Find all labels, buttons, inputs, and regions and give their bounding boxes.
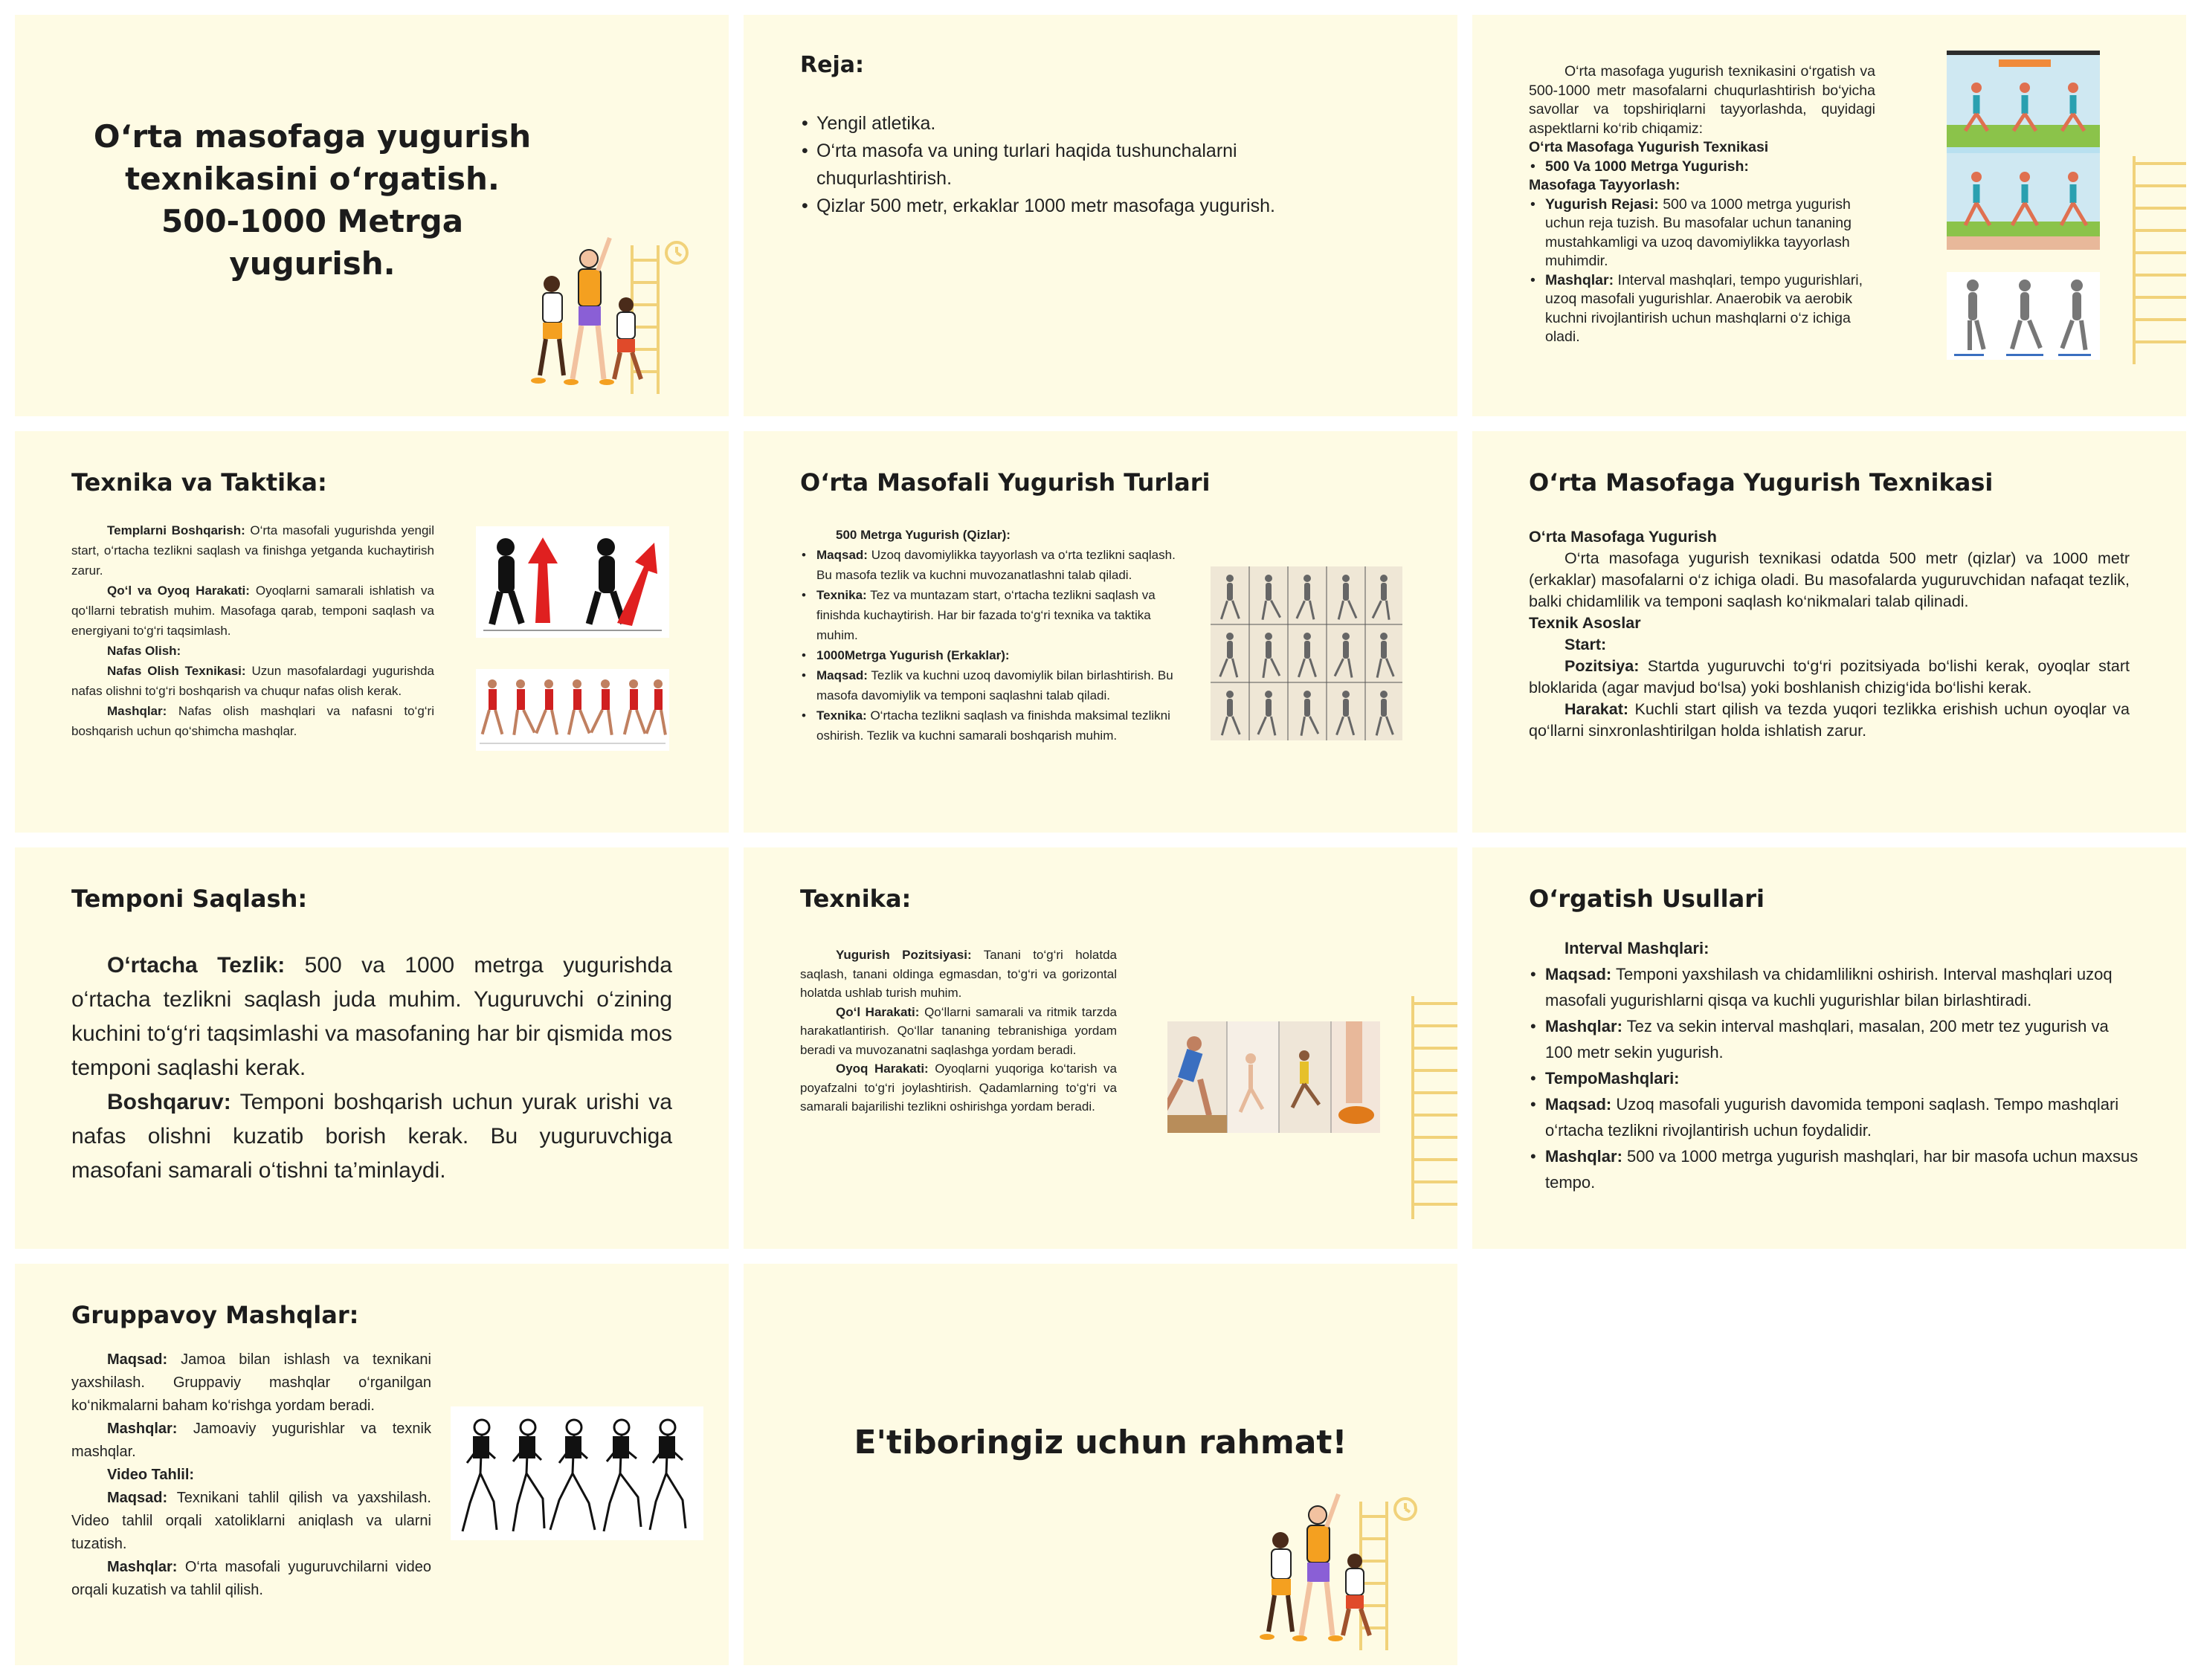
slide-plan[interactable] [744,15,1457,416]
running-sequence-image [476,669,669,751]
runner-sketch-sequence-image [1211,566,1402,740]
slide-group-exercises[interactable] [15,1264,729,1665]
run-types-heading: O‘rta Masofali Yugurish Turlari [800,468,1211,497]
tempo-heading: Temponi Saqlash: [71,885,308,913]
paragraph: Nafas Olish Texnikasi: Uzun masofalardagi yugurishda nafas olishni to‘g‘ri boshqarish va chuqur nafas olish kerak. [71,664,434,698]
intro-subheading: O‘rta Masofaga Yugurish Texnikasi [1529,139,1769,155]
paragraph: O‘rtacha Tezlik: 500 va 1000 metrga yugurishda o‘rtacha tezlikni saqlash juda muhim. Yuguruvchi o‘zining kuchini to‘g‘ri taqsimlashi va masofaning har bir qismida mos temponi saqlashi kerak. [71,953,672,1080]
technique-tactics-text [71,520,434,741]
slide-technique-basics[interactable] [1472,431,2186,833]
group-exercises-text [71,1348,431,1602]
slide-run-types[interactable] [744,431,1457,833]
technique-basics-text [1529,526,2130,742]
running-technique-collage-image [1167,1021,1380,1133]
subheading: Texnik Asoslar [1529,614,1641,632]
correct-posture-image [476,526,669,638]
run-types-list [800,525,1187,746]
paragraph: Nafas Olish: [107,644,181,658]
paragraph: Yugurish Pozitsiyasi: Tanani to‘g‘ri holatda saqlash, tanani oldinga egmasdan, to‘g‘ri va gorizontal holatda ushlab turish muhim. [800,948,1117,1000]
paragraph: Maqsad: Jamoa bilan ishlash va texnikani yaxshilash. Gruppaviy mashqlar o‘rganilgan ko‘nikmalarni baham ko‘rishga yordam beradi. [71,1351,431,1414]
plan-heading: Reja: [800,52,864,78]
paragraph: Maqsad: Texnikani tahlil qilish va yaxshilash. Video tahlil orqali xatoliklarni aniqlash va ularni tuzatish. [71,1490,431,1552]
subheading: O‘rta Masofaga Yugurish [1529,528,1717,546]
technique-tactics-heading: Texnika va Taktika: [71,468,327,497]
slide-technique[interactable] [744,847,1457,1249]
intro-item [1529,158,1875,177]
paragraph: Oyoq Harakati: Oyoqlarni yuqoriga ko‘tarish va poyafzalni to‘g‘ri joylashtirish. Qadamlarning to‘g‘ri va samarali bajarilishi tezlikni oshirishga yordam beradi. [800,1062,1117,1114]
intro-item [1529,271,1875,347]
plan-item: • O‘rta masofa va uning turlari haqida tushunchalarni chuqurlashtirish. [800,138,1343,193]
intro-item [1529,196,1875,271]
list-item: • 1000Metrga Yugurish (Erkaklar): [800,645,1187,665]
group-exercises-heading: Gruppavoy Mashqlar: [71,1301,359,1329]
intro-text [1529,62,1875,347]
slide-title[interactable] [15,15,729,416]
athletes-illustration [521,223,706,401]
slide-tempo[interactable] [15,847,729,1249]
list-item: • Mashqlar: Tez va sekin interval mashqlari, masalan, 200 metr tez yugurish va 100 metr sekin yugurish. [1529,1013,2140,1065]
slide-thanks[interactable] [744,1264,1457,1665]
slide-teaching-methods[interactable] [1472,847,2186,1249]
list-item: • Maqsad: Uzoq masofali yugurish davomida temponi saqlash. Tempo mashqlari o‘rtacha tezlikni rivojlantirish uchun foydalidir. [1529,1091,2140,1143]
intro-item-text: Interval mashqlari, tempo yugurishlari, uzoq masofali yugurishlar. Anaerobik va aerobik kuchni rivojlantirish uchun mashqlarni o‘z ichiga oladi. [1545,271,1863,345]
list-item: • Mashqlar: 500 va 1000 metrga yugurish mashqlari, har bir masofa uchun maxsus tempo. [1529,1143,2140,1195]
intro-item-text: 500 va 1000 metrga yugurish uchun reja tuzish. Bu masofalar uchun tananing mustahkamligi va uzoq davomiylikka tayyorlash muhimdir. [1545,196,1852,269]
technique-heading: Texnika: [800,885,912,913]
athletes-illustration [1249,1479,1435,1658]
ladder-decoration [1405,989,1457,1227]
tempo-text [71,949,672,1188]
list-item: • Texnika: O‘rtacha tezlikni saqlash va finishda maksimal tezlikni oshirish. Tezlik va kuchni samarali boshqarish muhim. [800,705,1187,746]
subheading: Start: [1564,636,1607,653]
plan-item: • Qizlar 500 metr, erkaklar 1000 metr masofaga yugurish. [800,193,1343,220]
plan-list [800,110,1343,220]
list-item: Interval Mashqlari: [1564,939,1709,957]
list-item: • Texnika: Tez va muntazam start, o‘rtacha tezlikni saqlash va finishda kuchaytirish. Har bir fazada to‘g‘ri texnika va taktika muhim. [800,585,1187,645]
intro-item-label: Yugurish Rejasi: [1545,196,1659,213]
technique-basics-heading: O‘rta Masofaga Yugurish Texnikasi [1529,468,1994,497]
paragraph: Pozitsiya: Startda yuguruvchi to‘g‘ri pozitsiyada bo‘lishi kerak, oyoqlar start bloklarida (agar mavjud bo‘lsa) yoki boshlanish chizig‘ida bo‘lishi kerak. [1529,657,2130,697]
runner-phases-image [1947,272,2100,360]
list-item: 500 Metrga Yugurish (Qizlar): [836,528,1011,542]
list-item: • TempoMashqlari: [1529,1065,2140,1091]
runners-illustration-image [1947,51,2100,250]
group-runners-silhouette-image [451,1406,703,1540]
paragraph: Mashqlar: Nafas olish mashqlari va nafasni to‘g‘ri boshqarish uchun qo‘shimcha mashqlar. [71,704,434,738]
slide-technique-tactics[interactable] [15,431,729,833]
technique-text [800,946,1117,1117]
paragraph: Boshqaruv: Temponi boshqarish uchun yurak urishi va nafas olishni kuzatib borish kerak. Bu yuguruvchiga masofani samarali o‘tishni ta’minlaydi. [71,1090,672,1183]
paragraph: Qo‘l va Oyoq Harakati: Oyoqlarni samarali ishlatish va qo‘llarni tebratish muhim. Masofaga qarab, temponi saqlash va energiyani to‘g‘ri taqsimlash. [71,584,434,638]
intro-item-label: Mashqlar: [1545,271,1614,288]
paragraph: Mashqlar: Jamoaviy yugurishlar va texnik mashqlar. [71,1421,431,1460]
plan-item: • Yengil atletika. [800,110,1343,138]
paragraph: Mashqlar: O‘rta masofali yuguruvchilarni video orqali kuzatish va tahlil qilish. [71,1559,431,1598]
presentation-title: O‘rta masofaga yugurish texnikasini o‘rgatish. 500-1000 Metrga yugurish. [93,118,532,282]
paragraph: O‘rta masofaga yugurish texnikasi odatda 500 metr (qizlar) va 1000 metr (erkaklar) masofalarni o‘z ichiga oladi. Bu masofalarda yuguruvchidan nafaqat tezlik, balki chidamlilik va temponi saqlash ko‘nikmalari talab qilinadi. [1529,549,2130,610]
list-item: • Maqsad: Uzoq davomiylikka tayyorlash va o‘rta tezlikni saqlash. Bu masofa tezlik va kuchni muvozanatlashni talab qiladi. [800,545,1187,585]
paragraph: Harakat: Kuchli start qilish va tezda yuqori tezlikka erishish uchun oyoqlar va qo‘llarni sinxronlashtirilgan holda ishlatish zarur. [1529,700,2130,740]
thanks-title: E'tiboringiz uchun rahmat! [854,1424,1347,1461]
slide-intro[interactable] [1472,15,2186,416]
paragraph: Video Tahlil: [107,1467,195,1483]
teaching-methods-heading: O‘rgatish Usullari [1529,885,1765,913]
teaching-methods-list [1529,935,2140,1195]
list-item: • Maqsad: Tezlik va kuchni uzoq davomiylik bilan birlashtirish. Bu masofa davomiylik va temponi saqlashni talab qiladi. [800,665,1187,705]
paragraph: Qo‘l Harakati: Qo‘llarni samarali va ritmik tarzda harakatlantirish. Qo‘llar tananing tebranishiga yordam beradi va muvozanatni saqlashga yordam beradi. [800,1004,1117,1057]
intro-subheading: Masofaga Tayyorlash: [1529,177,1680,193]
intro-item-label: 500 Va 1000 Metrga Yugurish: [1545,158,1749,175]
intro-paragraph: O‘rta masofaga yugurish texnikasini o‘rgatish va 500-1000 metr masofalarni chuqurlashtirish bo‘yicha savollar va topshiriqlarni tayyorlashda, quyidagi aspektlarni ko‘rib chiqamiz: [1529,63,1875,137]
paragraph: Templarni Boshqarish: O‘rta masofali yugurishda yengil start, o‘rtacha tezlikni saqlash va finishga yetganda kuchaytirish zarur. [71,523,434,578]
list-item: • Maqsad: Temponi yaxshilash va chidamlilikni oshirish. Interval mashqlari uzoq masofali yugurishlarni qisqa va kuchli yugurishlar bilan birlashtiradi. [1529,961,2140,1013]
ladder-decoration [2127,149,2186,372]
